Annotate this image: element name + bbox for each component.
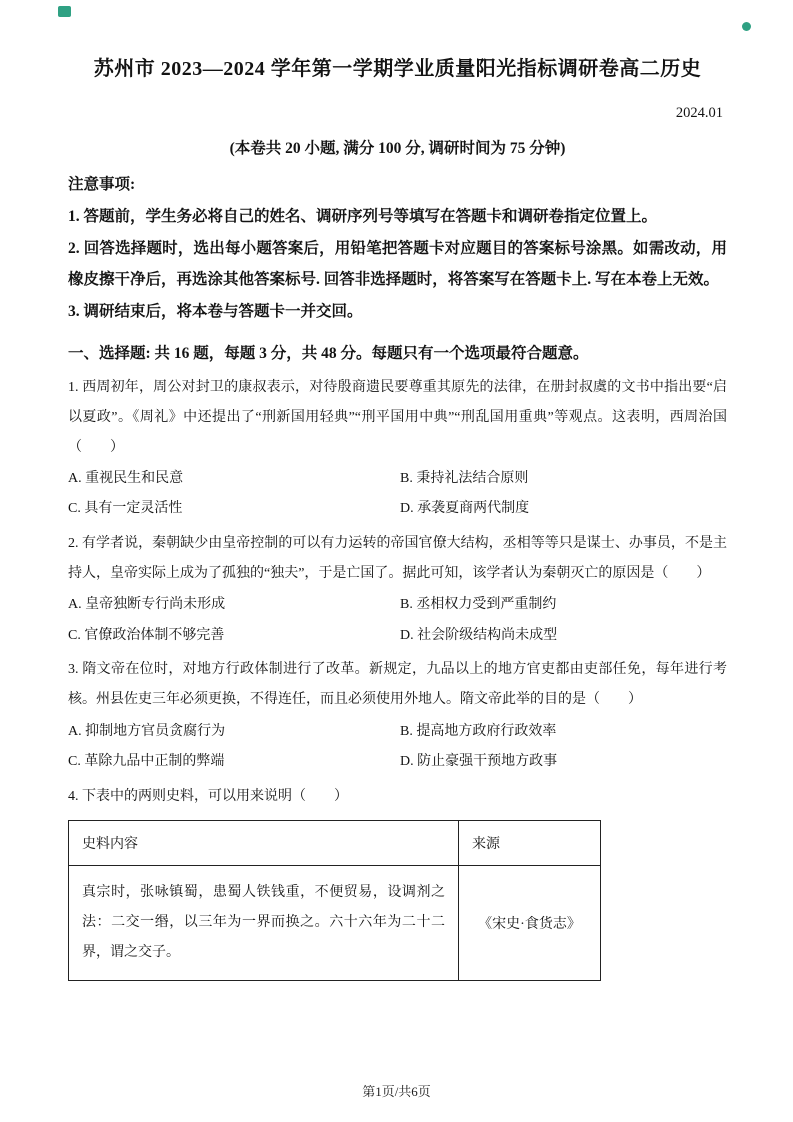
question-2-option-d: D. 社会阶级结构尚未成型	[400, 627, 558, 643]
notice-block	[68, 170, 727, 327]
table-header-content: 史料内容	[69, 820, 459, 865]
question-4-stem: 4. 下表中的两则史料，可以用来说明（ ）	[68, 788, 348, 804]
page-footer: 第1页/共6页	[362, 1084, 431, 1099]
exam-info-line: (本卷共 20 小题, 满分 100 分, 调研时间为 75 分钟)	[229, 140, 566, 157]
scan-dot-icon	[742, 22, 751, 31]
question-2-option-a: A. 皇帝独断专行尚未形成	[68, 597, 226, 613]
question-1-option-c: C. 具有一定灵活性	[68, 501, 183, 517]
question-1-option-b: B. 秉持礼法结合原则	[400, 470, 529, 486]
section-heading: 一、选择题: 共 16 题，每题 3 分，共 48 分。每题只有一个选项最符合题意。	[68, 345, 589, 363]
table-header-row	[69, 820, 601, 865]
table-cell-content: 真宗时，张咏镇蜀，患蜀人铁钱重，不便贸易，设调剂之法：二交一缗，以三年为一界而换之。六十六年为二十二界，谓之交子。	[69, 865, 459, 980]
table-cell-source: 《宋史·食货志》	[459, 865, 601, 980]
source-table	[68, 820, 601, 981]
table-row	[69, 865, 601, 980]
question-3-option-c: C. 革除九品中正制的弊端	[68, 754, 225, 770]
notice-item-3: 3. 调研结束后，将本卷与答题卡一并交回。	[68, 302, 363, 320]
question-1-option-a: A. 重视民生和民意	[68, 470, 184, 486]
question-3-stem: 3. 隋文帝在位时，对地方行政体制进行了改革。新规定，九品以上的地方官吏都由吏部任免，每年进行考核。州县佐吏三年必须更换，不得连任，而且必须使用外地人。隋文帝此举的目的是（ ）	[68, 662, 727, 708]
question-2-stem: 2. 有学者说，秦朝缺少由皇帝控制的可以有力运转的帝国官僚大结构，丞相等等只是谋士、办事员，不是主持人，皇帝实际上成为了孤独的“独夫”，于是亡国了。据此可知，该学者认为秦朝灭亡的原因是（ ）	[68, 536, 727, 582]
question-2-option-b: B. 丞相权力受到严重制约	[400, 597, 557, 613]
scan-marker-icon	[58, 6, 71, 17]
notice-item-1: 1. 答题前，学生务必将自己的姓名、调研序列号等填写在答题卡和调研卷指定位置上。	[68, 208, 658, 226]
question-2-option-c: C. 官僚政治体制不够完善	[68, 627, 225, 643]
question-3-option-b: B. 提高地方政府行政效率	[400, 723, 557, 739]
notice-heading: 注意事项:	[68, 176, 136, 193]
exam-date: 2024.01	[675, 105, 723, 121]
question-3-options	[68, 722, 727, 772]
question-4	[68, 782, 727, 981]
question-1-stem: 1. 西周初年，周公对封卫的康叔表示，对待殷商遗民要尊重其原先的法律，在册封叔虞的文书中指出要“启以夏政”。《周礼》中还提出了“刑新国用轻典”“刑平国用中典”“刑乱国用重典”等观点。这表明，西周治国（ ）	[68, 379, 727, 455]
question-3-option-a: A. 抑制地方官员贪腐行为	[68, 723, 226, 739]
page-title: 苏州市 2023—2024 学年第一学期学业质量阳光指标调研卷高二历史	[93, 58, 702, 80]
question-2-options	[68, 595, 727, 645]
table-header-source: 来源	[459, 820, 601, 865]
question-1-option-d: D. 承袭夏商两代制度	[400, 501, 530, 517]
question-1-options	[68, 469, 727, 519]
question-2	[68, 529, 727, 645]
question-3-option-d: D. 防止豪强干预地方政事	[400, 754, 558, 770]
question-1	[68, 373, 727, 519]
notice-item-2: 2. 回答选择题时，选出每小题答案后，用铅笔把答题卡对应题目的答案标号涂黑。如需改动，用橡皮擦干净后，再选涂其他答案标号. 回答非选择题时，将答案写在答题卡上. 写在本卷上无效。	[68, 240, 727, 288]
question-3	[68, 655, 727, 771]
